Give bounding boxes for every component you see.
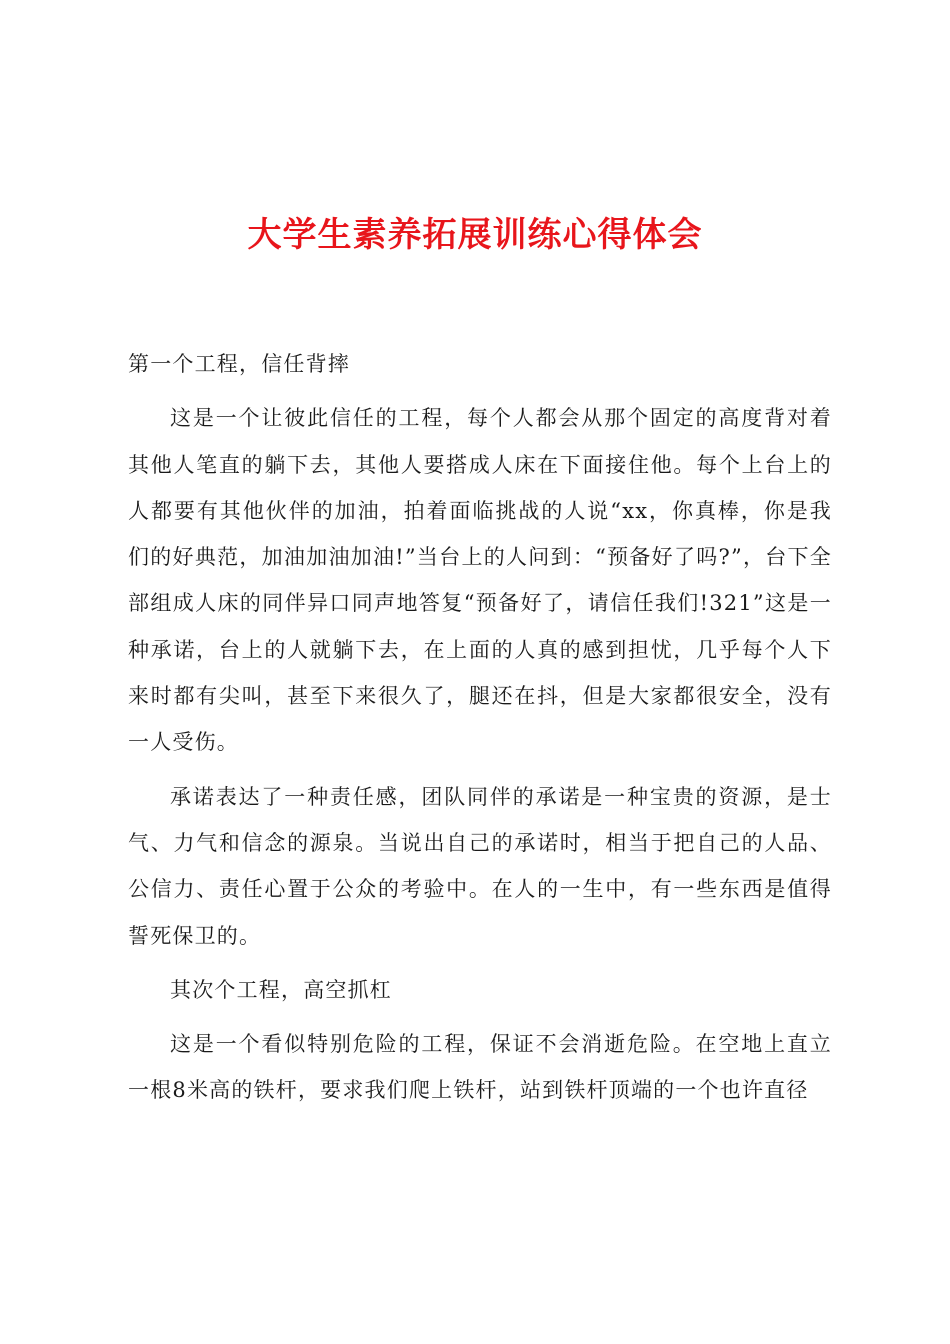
section-heading-trust-fall: 第一个工程，信任背摔 xyxy=(128,352,350,376)
document-body xyxy=(128,341,832,1114)
paragraph-trust-fall-description: 这是一个让彼此信任的工程，每个人都会从那个固定的高度背对着其他人笔直的躺下去，其他人要搭成人床在下面接住他。每个上台上的人都要有其他伙伴的加油，拍着面临挑战的人说“xx，你真棒，你是我们的好典范，加油加油加油!”当台上的人问到：“预备好了吗?”，台下全部组成人床的同伴异口同声地答复“预备好了，请信任我们!321”这是一种承诺，台上的人就躺下去，在上面的人真的感到担忧，几乎每个人下来时都有尖叫，甚至下来很久了，腿还在抖，但是大家都很安全，没有一人受伤。 xyxy=(128,406,832,755)
paragraph-high-bar-description: 这是一个看似特别危险的工程，保证不会消逝危险。在空地上直立一根8米高的铁杆，要求我们爬上铁杆，站到铁杆顶端的一个也许直径 xyxy=(128,1032,832,1103)
section-heading-high-bar: 其次个工程，高空抓杠 xyxy=(170,977,392,1002)
paragraph-commitment: 承诺表达了一种责任感，团队同伴的承诺是一种宝贵的资源，是士气、力气和信念的源泉。当说出自己的承诺时，相当于把自己的人品、公信力、责任心置于公众的考验中。在人的一生中，有一些东西是值得誓死保卫的。 xyxy=(128,784,832,948)
document-title: 大学生素养拓展训练心得体会 xyxy=(247,215,703,255)
